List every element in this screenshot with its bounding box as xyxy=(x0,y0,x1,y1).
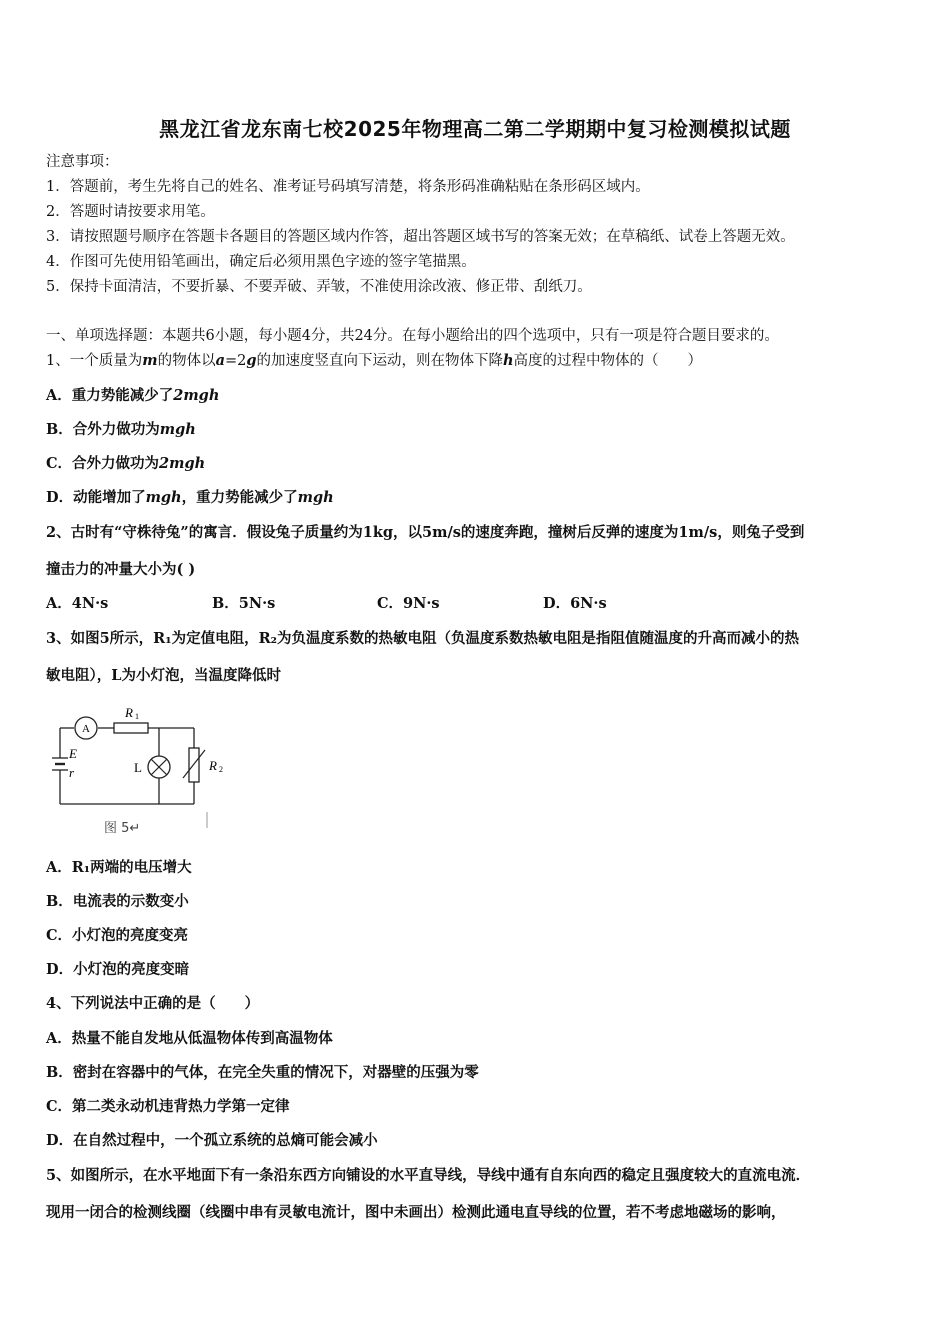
resistor-r1 xyxy=(114,705,148,733)
question-2-stem: 2、古时有“守株待兔”的寓言．假设兔子质量约为1kg，以5m/s的速度奔跑，撞树后反弹的速度为1m/s，则兔子受到 xyxy=(46,524,805,541)
notice-item: 2．答题时请按要求用笔。 xyxy=(46,204,215,220)
svg-text:R: R xyxy=(125,705,133,720)
svg-text:L: L xyxy=(134,760,142,775)
question-4-option-a: A．热量不能自发地从低温物体传到高温物体 xyxy=(46,1030,333,1047)
question-1-option-c: C．合外力做功为2mgh xyxy=(46,455,206,472)
question-2-option-a: A．4N·s xyxy=(46,595,109,612)
question-1-option-d: D．动能增加了mgh，重力势能减少了mgh xyxy=(46,489,334,506)
question-2-option-b: B．5N·s xyxy=(212,595,276,612)
notice-item: 1．答题前，考生先将自己的姓名、准考证号码填写清楚，将条形码准确粘贴在条形码区域内。 xyxy=(46,179,650,195)
circuit-diagram xyxy=(44,700,244,840)
svg-text:A: A xyxy=(82,723,90,735)
question-3-option-d: D．小灯泡的亮度变暗 xyxy=(46,961,190,978)
question-5-stem-cont: 现用一闭合的检测线圈（线圈中串有灵敏电流计，图中未画出）检测此通电直导线的位置，若不考虑地磁场的影响， xyxy=(46,1204,786,1221)
question-2-stem-cont: 撞击力的冲量大小为( ) xyxy=(46,561,196,578)
question-1-stem: 1、一个质量为m的物体以a=2g的加速度竖直向下运动，则在物体下降h高度的过程中物体的（ ） xyxy=(46,352,703,369)
thermistor-r2 xyxy=(183,748,223,782)
question-2-option-c: C．9N·s xyxy=(377,595,440,612)
question-3-option-a: A．R₁两端的电压增大 xyxy=(46,859,192,876)
svg-text:2: 2 xyxy=(219,765,223,774)
question-4-option-d: D．在自然过程中，一个孤立系统的总熵可能会减小 xyxy=(46,1132,378,1149)
question-4-stem: 4、下列说法中正确的是（ ） xyxy=(46,995,260,1012)
question-5-stem: 5、如图所示，在水平地面下有一条沿东西方向铺设的水平直导线，导线中通有自东向西的稳定且强度较大的直流电流． xyxy=(46,1167,811,1184)
svg-text:r: r xyxy=(69,765,75,780)
svg-text:E: E xyxy=(69,746,77,761)
question-3-stem-cont: 敏电阻），L为小灯泡，当温度降低时 xyxy=(46,667,281,684)
svg-text:1: 1 xyxy=(135,712,139,721)
question-2-option-d: D．6N·s xyxy=(543,595,607,612)
notice-item: 4．作图可先使用铅笔画出，确定后必须用黑色字迹的签字笔描黑。 xyxy=(46,254,476,270)
notice-item: 5．保持卡面清洁，不要折暴、不要弄破、弄皱，不准使用涂改液、修正带、刮纸刀。 xyxy=(46,279,592,295)
question-3-option-c: C．小灯泡的亮度变亮 xyxy=(46,927,189,944)
question-4-option-b: B．密封在容器中的气体，在完全失重的情况下，对器壁的压强为零 xyxy=(46,1064,479,1081)
notice-heading: 注意事项： xyxy=(46,154,119,170)
question-1-option-a: A．重力势能减少了2mgh xyxy=(46,387,220,404)
figure-caption: 图 5↵ xyxy=(104,821,141,836)
notice-item: 3．请按照题号顺序在答题卡各题目的答题区域内作答，超出答题区域书写的答案无效；在草稿纸、试卷上答题无效。 xyxy=(46,229,795,245)
page-title: 黑龙江省龙东南七校2025年物理高二第二学期期中复习检测模拟试题 xyxy=(159,117,791,141)
section-heading: 一、单项选择题：本题共6小题，每小题4分，共24分。在每小题给出的四个选项中，只有一项是符合题目要求的。 xyxy=(46,328,779,344)
question-1-option-b: B．合外力做功为mgh xyxy=(46,421,196,438)
svg-text:R: R xyxy=(209,758,217,773)
question-3-option-b: B．电流表的示数变小 xyxy=(46,893,189,910)
question-3-stem: 3、如图5所示，R₁为定值电阻，R₂为负温度系数的热敏电阻（负温度系数热敏电阻是指阻值随温度的升高而减小的热 xyxy=(46,630,799,647)
question-4-option-c: C．第二类永动机违背热力学第一定律 xyxy=(46,1098,290,1115)
battery xyxy=(52,746,77,780)
lamp xyxy=(134,756,170,778)
ammeter xyxy=(75,717,97,739)
